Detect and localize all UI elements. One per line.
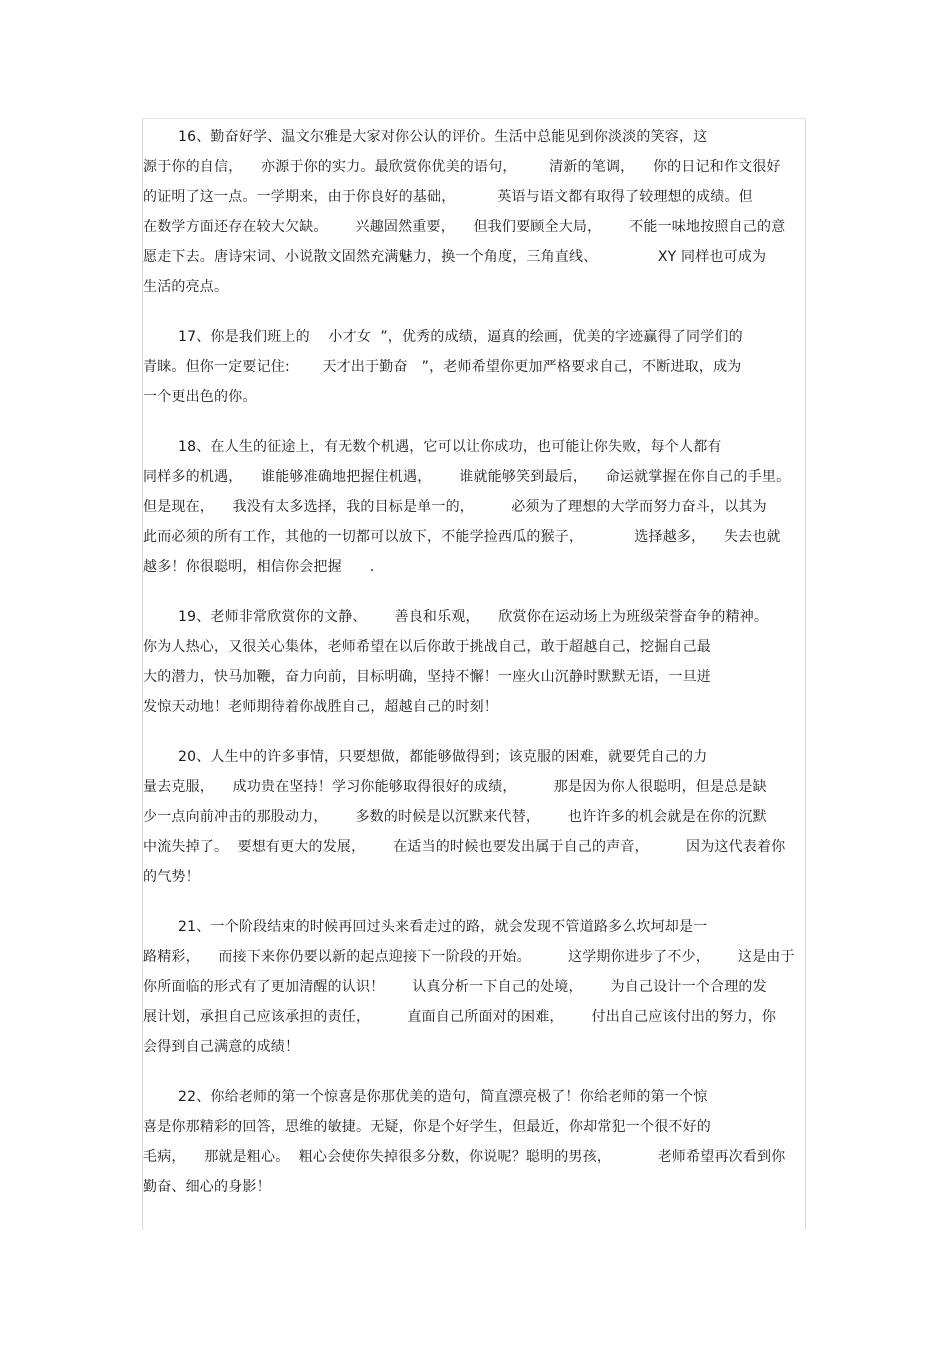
paragraph-line: 22、你给老师的第一个惊喜是你那优美的造句，简直漂亮极了！你给老师的第一个惊 [178, 1089, 708, 1105]
comment-paragraph-19 [143, 602, 803, 722]
paragraph-line: 你为人热心，又很关心集体，老师希望在以后你敢于挑战自己，敢于超越自己，挖掘自己最 [143, 639, 711, 655]
paragraph-line: 17、你是我们班上的 小才女 ”，优秀的成绩，逼真的绘画，优美的字迹赢得了同学们的 [178, 329, 743, 345]
paragraph-line: 在数学方面还存在较大欠缺。 兴趣固然重要， 但我们要顾全大局， 不能一味地按照自己的意 [143, 219, 786, 235]
paragraph-line: 同样多的机遇， 谁能够准确地把握住机遇， 谁就能够笑到最后， 命运就掌握在你自己的手里。 [143, 469, 791, 485]
paragraph-line: 展计划，承担自己应该承担的责任， 直面自己所面对的困难， 付出自己应该付出的努力，你 [143, 1009, 777, 1025]
paragraph-line: 少一点向前冲击的那股动力， 多数的时候是以沉默来代替， 也许许多的机会就是在你的沉默 [143, 809, 767, 825]
comment-paragraph-22 [143, 1082, 803, 1202]
paragraph-line: 勤奋、细心的身影！ [143, 1179, 271, 1195]
paragraph-line: 21、一个阶段结束的时候再回过头来看走过的路，就会发现不管道路多么坎坷却是一 [178, 919, 708, 935]
comment-paragraph-16 [143, 122, 803, 302]
paragraph-line: 越多！你很聪明，相信你会把握 . [143, 559, 375, 575]
paragraph-line: 愿走下去。唐诗宋词、小说散文固然充满魅力，换一个角度，三角直线、 XY 同样也可成为 [143, 249, 767, 265]
comment-paragraph-21 [143, 912, 803, 1062]
paragraph-line: 19、老师非常欣赏你的文静、 善良和乐观， 欣赏你在运动场上为班级荣誉奋争的精神。 [178, 609, 769, 625]
paragraph-line: 青睐。但你一定要记住: 天才出于勤奋 ”，老师希望你更加严格要求自己，不断进取，成为 [143, 359, 742, 375]
comment-paragraph-18 [143, 432, 803, 582]
paragraph-line: 此而必须的所有工作，其他的一切都可以放下，不能学捡西瓜的猴子， 选择越多， 失去也就 [143, 529, 781, 545]
paragraph-line: 量去克服， 成功贵在坚持！学习你能够取得很好的成绩， 那是因为你人很聪明，但是总是缺 [143, 779, 767, 795]
paragraph-line: 18、在人生的征途上，有无数个机遇，它可以让你成功，也可能让你失败，每个人都有 [178, 439, 722, 455]
comment-paragraph-20 [143, 742, 803, 892]
paragraph-line: 生活的亮点。 [143, 279, 229, 295]
paragraph-line: 16、勤奋好学、温文尔雅是大家对你公认的评价。生活中总能见到你淡淡的笑容，这 [178, 129, 708, 145]
paragraph-line: 大的潜力，快马加鞭，奋力向前，目标明确，坚持不懈！一座火山沉静时默默无语，一旦迸 [143, 669, 711, 685]
paragraph-line: 会得到自己满意的成绩！ [143, 1039, 300, 1055]
paragraph-line: 20、人生中的许多事情，只要想做，都能够做得到；该克服的困难，就要凭自己的力 [178, 749, 708, 765]
paragraph-line: 但是现在， 我没有太多选择，我的目标是单一的， 必须为了理想的大学而努力奋斗，以其为 [143, 499, 767, 515]
paragraph-line: 毛病， 那就是粗心。 粗心会使你失掉很多分数，你说呢？聪明的男孩， 老师希望再次看到你 [143, 1149, 786, 1165]
paragraph-line: 的气势！ [143, 869, 200, 885]
paragraph-line: 中流失掉了。 要想有更大的发展， 在适当的时候也要发出属于自己的声音， 因为这代表着你 [143, 839, 786, 855]
paragraph-line: 路精彩， 而接下来你仍要以新的起点迎接下一阶段的开始。 这学期你进步了不少， 这是由于 [143, 949, 795, 965]
paragraph-line: 一个更出色的你。 [143, 389, 257, 405]
paragraph-line: 的证明了这一点。一学期来，由于你良好的基础， 英语与语文都有取得了较理想的成绩。但 [143, 189, 753, 205]
comment-paragraph-17 [143, 322, 803, 412]
document-body [143, 122, 803, 1202]
paragraph-line: 发惊天动地！老师期待着你战胜自己，超越自己的时刻！ [143, 699, 498, 715]
paragraph-line: 喜是你那精彩的回答，思维的敏捷。无疑，你是个好学生，但最近，你却常犯一个很不好的 [143, 1119, 711, 1135]
paragraph-line: 你所面临的形式有了更加清醒的认识！ 认真分析一下自己的处境， 为自己设计一个合理的发 [143, 979, 767, 995]
paragraph-line: 源于你的自信， 亦源于你的实力。最欣赏你优美的语句， 清新的笔调， 你的日记和作文很好 [143, 159, 781, 175]
